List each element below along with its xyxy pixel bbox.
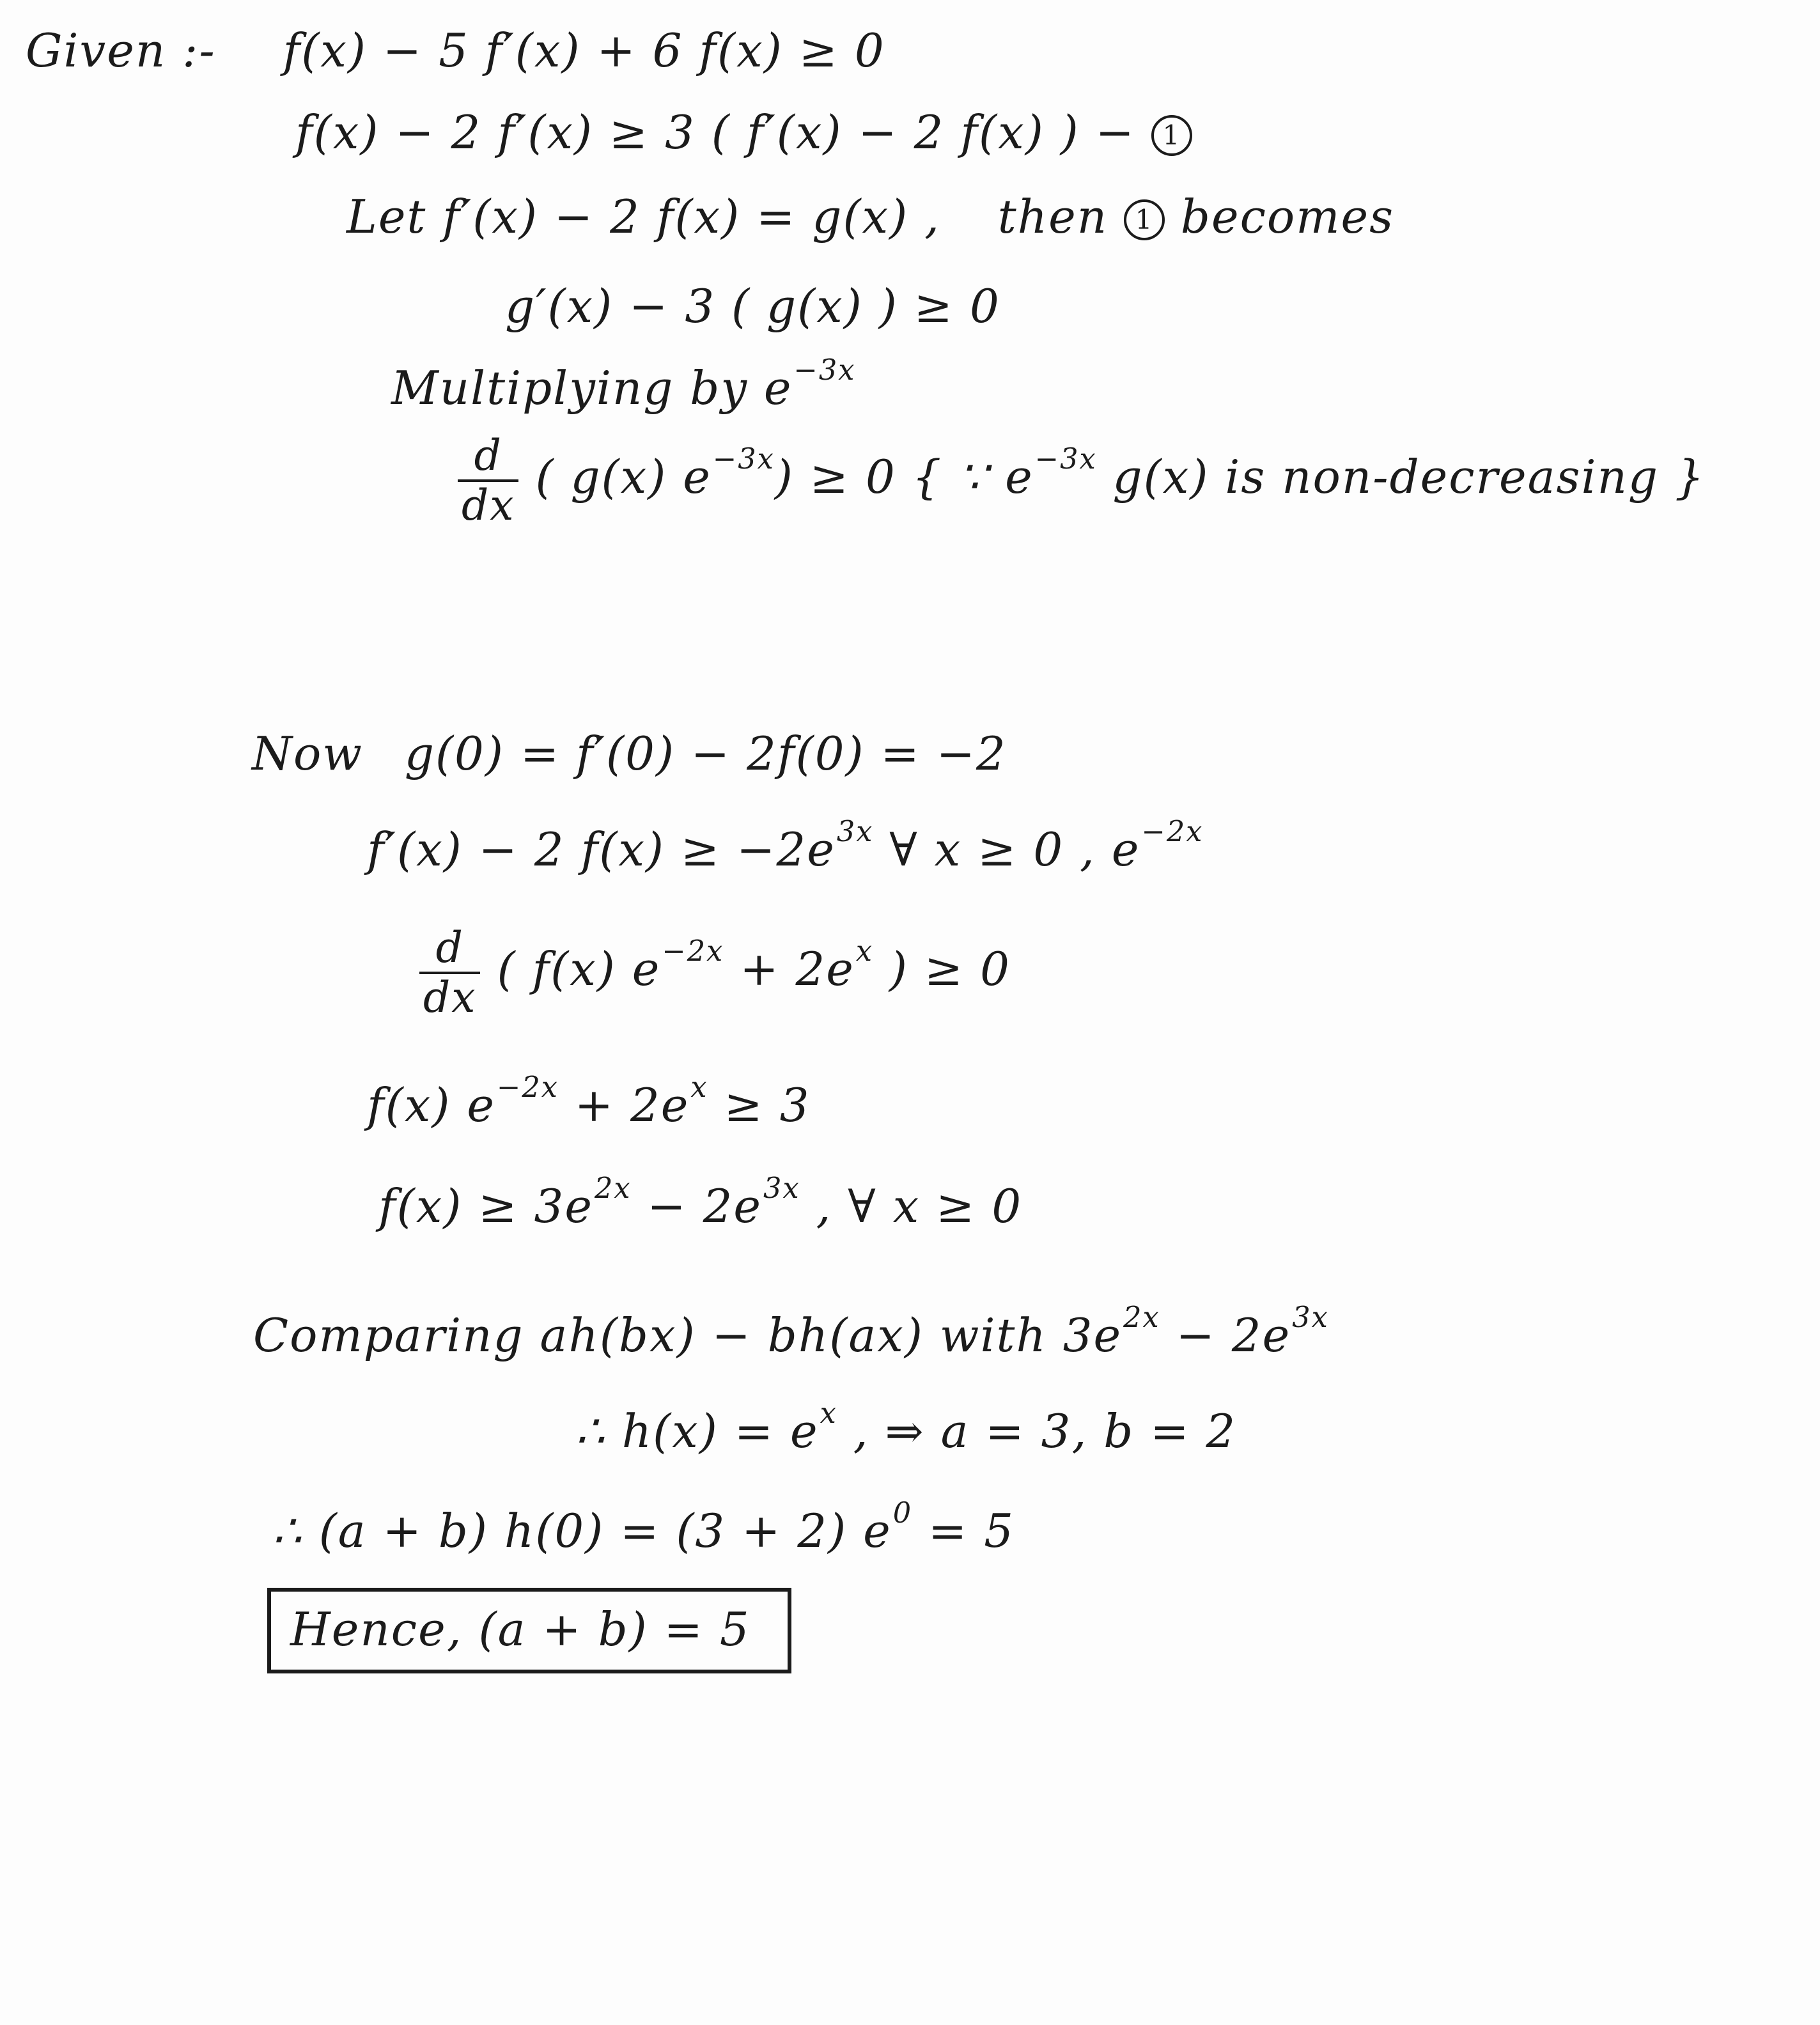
- h-definition-post: , ⇒ a = 3, b = 2: [837, 1404, 1237, 1458]
- derivative-denominator: dx: [462, 481, 515, 530]
- f-bound-pre: f′(x) − 2 f(x) ≥ −2e: [367, 823, 836, 876]
- derivative-g-exp2: −3x: [1034, 442, 1097, 476]
- derivative-operator: [458, 431, 518, 530]
- multiplying-text: Multiplying by e: [391, 361, 793, 415]
- f-result-line: [378, 1172, 1023, 1233]
- h-definition-line: [575, 1397, 1237, 1458]
- multiplying-line: [391, 353, 856, 415]
- g-zero-equation: g(0) = f′(0) − 2f(0) = −2: [404, 727, 1007, 780]
- f-result-exp: 2x: [594, 1172, 632, 1206]
- final-answer: Hence, (a + b) = 5: [290, 1602, 751, 1656]
- f-result-mid: − 2e: [631, 1179, 763, 1233]
- derivative-denominator-2: dx: [423, 973, 477, 1022]
- given-label: Given :-: [26, 24, 216, 77]
- integrated-pre: f(x) e: [367, 1078, 495, 1132]
- now-line: [252, 729, 1007, 779]
- h-definition-pre: ∴ h(x) = e: [575, 1404, 819, 1458]
- f-bound-exp2: −2x: [1141, 815, 1204, 849]
- comparing-line: [253, 1301, 1329, 1362]
- integrated-mid: + 2e: [558, 1078, 690, 1132]
- f-bound-line: [367, 815, 1204, 876]
- comparing-mid: − 2e: [1160, 1308, 1291, 1362]
- h-definition-exp: x: [820, 1397, 837, 1431]
- answer-box: [267, 1588, 791, 1673]
- derivative-numerator: d: [458, 435, 518, 482]
- substitution-line: [346, 192, 1394, 242]
- derivative-f-exp2: x: [855, 935, 874, 968]
- equation-ref-circle-2: 1: [1124, 199, 1165, 240]
- derivative-g-note: g(x) is non-decreasing }: [1096, 450, 1706, 504]
- then-text: then: [997, 190, 1108, 244]
- final-computation-post: = 5: [912, 1504, 1015, 1558]
- derivative-f-line: [419, 923, 1011, 1022]
- derivative-f-pre: ( f(x) e: [497, 942, 661, 996]
- substitution-text: Let f′(x) − 2 f(x) = g(x) ,: [346, 190, 941, 244]
- f-result-pre: f(x) ≥ 3e: [378, 1179, 593, 1233]
- derivative-g-line: [458, 431, 1706, 530]
- derivative-f-exp: −2x: [662, 935, 724, 968]
- derivative-g-post: ) ≥ 0 { ∵ e: [774, 450, 1034, 504]
- f-bound-mid: ∀ x ≥ 0 , e: [873, 823, 1140, 876]
- integrated-line: [367, 1071, 811, 1132]
- comparing-exp: 2x: [1123, 1301, 1160, 1335]
- integrated-exp: −2x: [496, 1071, 559, 1105]
- rearranged-inequality: [295, 107, 1192, 158]
- now-label: Now: [252, 727, 363, 780]
- given-equation: f(x) − 5 f′(x) + 6 f(x) ≥ 0: [283, 24, 885, 77]
- comparing-pre: Comparing ah(bx) − bh(ax) with 3e: [253, 1308, 1123, 1362]
- g-inequality-text: g′(x) − 3 ( g(x) ) ≥ 0: [505, 279, 1000, 333]
- multiplying-exponent: −3x: [793, 353, 856, 387]
- derivative-operator-2: [419, 923, 480, 1022]
- f-result-post: , ∀ x ≥ 0: [800, 1179, 1023, 1233]
- derivative-g-pre: ( g(x) e: [535, 450, 712, 504]
- derivative-numerator-2: d: [419, 927, 480, 974]
- derivative-g-exp: −3x: [712, 442, 775, 476]
- integrated-post: ≥ 3: [708, 1078, 811, 1132]
- integrated-exp2: x: [690, 1071, 708, 1105]
- given-line: [26, 26, 885, 76]
- f-bound-exp: 3x: [836, 815, 874, 849]
- final-computation-exp: 0: [892, 1496, 913, 1530]
- equation-ref-circle: 1: [1151, 115, 1192, 156]
- final-computation-pre: ∴ (a + b) h(0) = (3 + 2) e: [272, 1504, 892, 1558]
- g-inequality: [505, 281, 1000, 332]
- becomes-text: becomes: [1180, 190, 1395, 244]
- f-result-exp2: 3x: [763, 1172, 800, 1206]
- comparing-exp2: 3x: [1292, 1301, 1329, 1335]
- final-computation-line: [272, 1496, 1015, 1558]
- derivative-f-mid: + 2e: [724, 942, 855, 996]
- rearranged-equation: f(x) − 2 f′(x) ≥ 3 ( f′(x) − 2 f(x) ) −: [295, 105, 1135, 159]
- derivative-f-post: ) ≥ 0: [873, 942, 1011, 996]
